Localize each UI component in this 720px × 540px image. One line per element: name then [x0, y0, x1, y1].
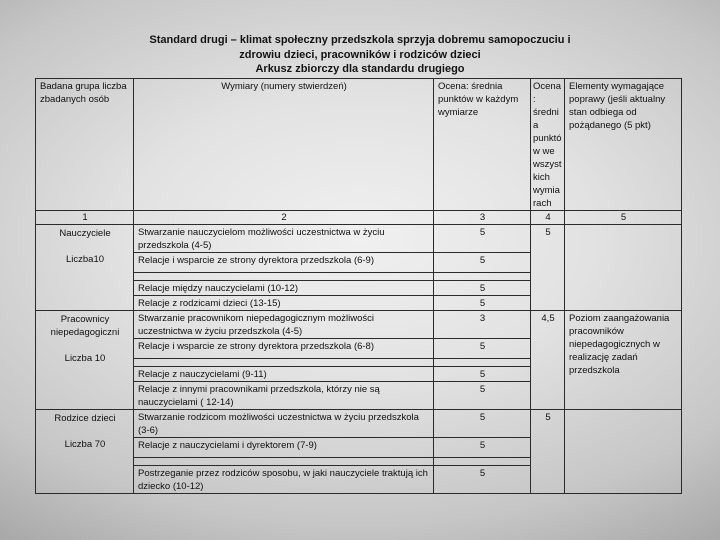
group-cell-rodzice: [36, 410, 134, 494]
slide-title: [0, 33, 720, 77]
group-name: Rodzice dzieci: [54, 413, 116, 424]
empty-cell: [434, 273, 531, 281]
empty-cell: [434, 359, 531, 367]
group-count: Liczba 70: [64, 439, 106, 450]
avg-score-cell: 4,5: [531, 311, 565, 410]
header-row: [36, 79, 682, 211]
wymiar-cell: Stwarzanie pracownikom niepedagogicznym możliwości uczestnictwa w życiu przedszkola (4-5): [134, 311, 434, 339]
empty-cell: [434, 458, 531, 466]
header-ocena-srednia-ogolem: Ocena: średnia punktów we wszystkich wymiarach: [531, 79, 565, 211]
group-cell-nauczyciele: [36, 225, 134, 311]
header-ocena-srednia-wymiar: Ocena: średnia punktów w każdym wymiarze: [434, 79, 531, 211]
improvement-cell: [565, 410, 682, 494]
score-cell: 5: [434, 367, 531, 382]
avg-score-cell: 5: [531, 410, 565, 494]
table-row: [36, 225, 682, 253]
avg-score-cell: 5: [531, 225, 565, 311]
score-cell: 5: [434, 410, 531, 438]
score-cell: 5: [434, 438, 531, 458]
col-number: 5: [565, 211, 682, 225]
col-number: 3: [434, 211, 531, 225]
score-cell: 5: [434, 382, 531, 410]
empty-cell: [134, 359, 434, 367]
wymiar-cell: Relacje z nauczycielami (9-11): [134, 367, 434, 382]
col-number: 1: [36, 211, 134, 225]
col-number: 2: [134, 211, 434, 225]
group-name: Pracownicy niepedagogiczni: [50, 314, 120, 338]
standard-summary-table: [35, 78, 682, 494]
score-cell: 5: [434, 296, 531, 311]
group-count: Liczba 10: [64, 353, 106, 364]
group-count: Liczba10: [65, 254, 105, 265]
improvement-cell: [565, 225, 682, 311]
wymiar-cell: Relacje i wsparcie ze strony dyrektora przedszkola (6-8): [134, 339, 434, 359]
score-cell: 5: [434, 339, 531, 359]
title-line: zdrowiu dzieci, pracowników i rodziców dzieci: [239, 48, 481, 61]
title-line: Arkusz zbiorczy dla standardu drugiego: [255, 63, 465, 75]
wymiar-cell: Relacje z nauczycielami i dyrektorem (7-9): [134, 438, 434, 458]
score-cell: 3: [434, 311, 531, 339]
score-cell: 5: [434, 253, 531, 273]
wymiar-cell: Stwarzanie nauczycielom możliwości uczestnictwa w życiu przedszkola (4-5): [134, 225, 434, 253]
wymiar-cell: Relacje między nauczycielami (10-12): [134, 281, 434, 296]
table-row: [36, 311, 682, 339]
title-line: Standard drugi – klimat społeczny przedszkola sprzyja dobremu samopoczuciu i: [149, 34, 571, 46]
improvement-cell: Poziom zaangażowania pracowników niepedagogicznych w realizację zadań przedszkola: [565, 311, 682, 410]
wymiar-cell: Postrzeganie przez rodziców sposobu, w jaki nauczyciele traktują ich dziecko (10-12): [134, 466, 434, 494]
wymiar-cell: Relacje i wsparcie ze strony dyrektora przedszkola (6-9): [134, 253, 434, 273]
score-cell: 5: [434, 281, 531, 296]
wymiar-cell: Stwarzanie rodzicom możliwości uczestnictwa w życiu przedszkola (3-6): [134, 410, 434, 438]
header-elementy-poprawy: Elementy wymagające poprawy (jeśli aktualny stan odbiega od pożądanego (5 pkt): [565, 79, 682, 211]
col-number: 4: [531, 211, 565, 225]
empty-cell: [134, 458, 434, 466]
wymiar-cell: Relacje z innymi pracownikami przedszkola, którzy nie są nauczycielami ( 12-14): [134, 382, 434, 410]
group-cell-pracownicy: [36, 311, 134, 410]
group-name: Nauczyciele: [59, 228, 111, 239]
header-badana-grupa: Badana grupa liczba zbadanych osób: [36, 79, 134, 211]
header-wymiary: Wymiary (numery stwierdzeń): [134, 79, 434, 211]
empty-cell: [134, 273, 434, 281]
score-cell: 5: [434, 225, 531, 253]
column-number-row: [36, 211, 682, 225]
score-cell: 5: [434, 466, 531, 494]
wymiar-cell: Relacje z rodzicami dzieci (13-15): [134, 296, 434, 311]
table-row: [36, 410, 682, 438]
